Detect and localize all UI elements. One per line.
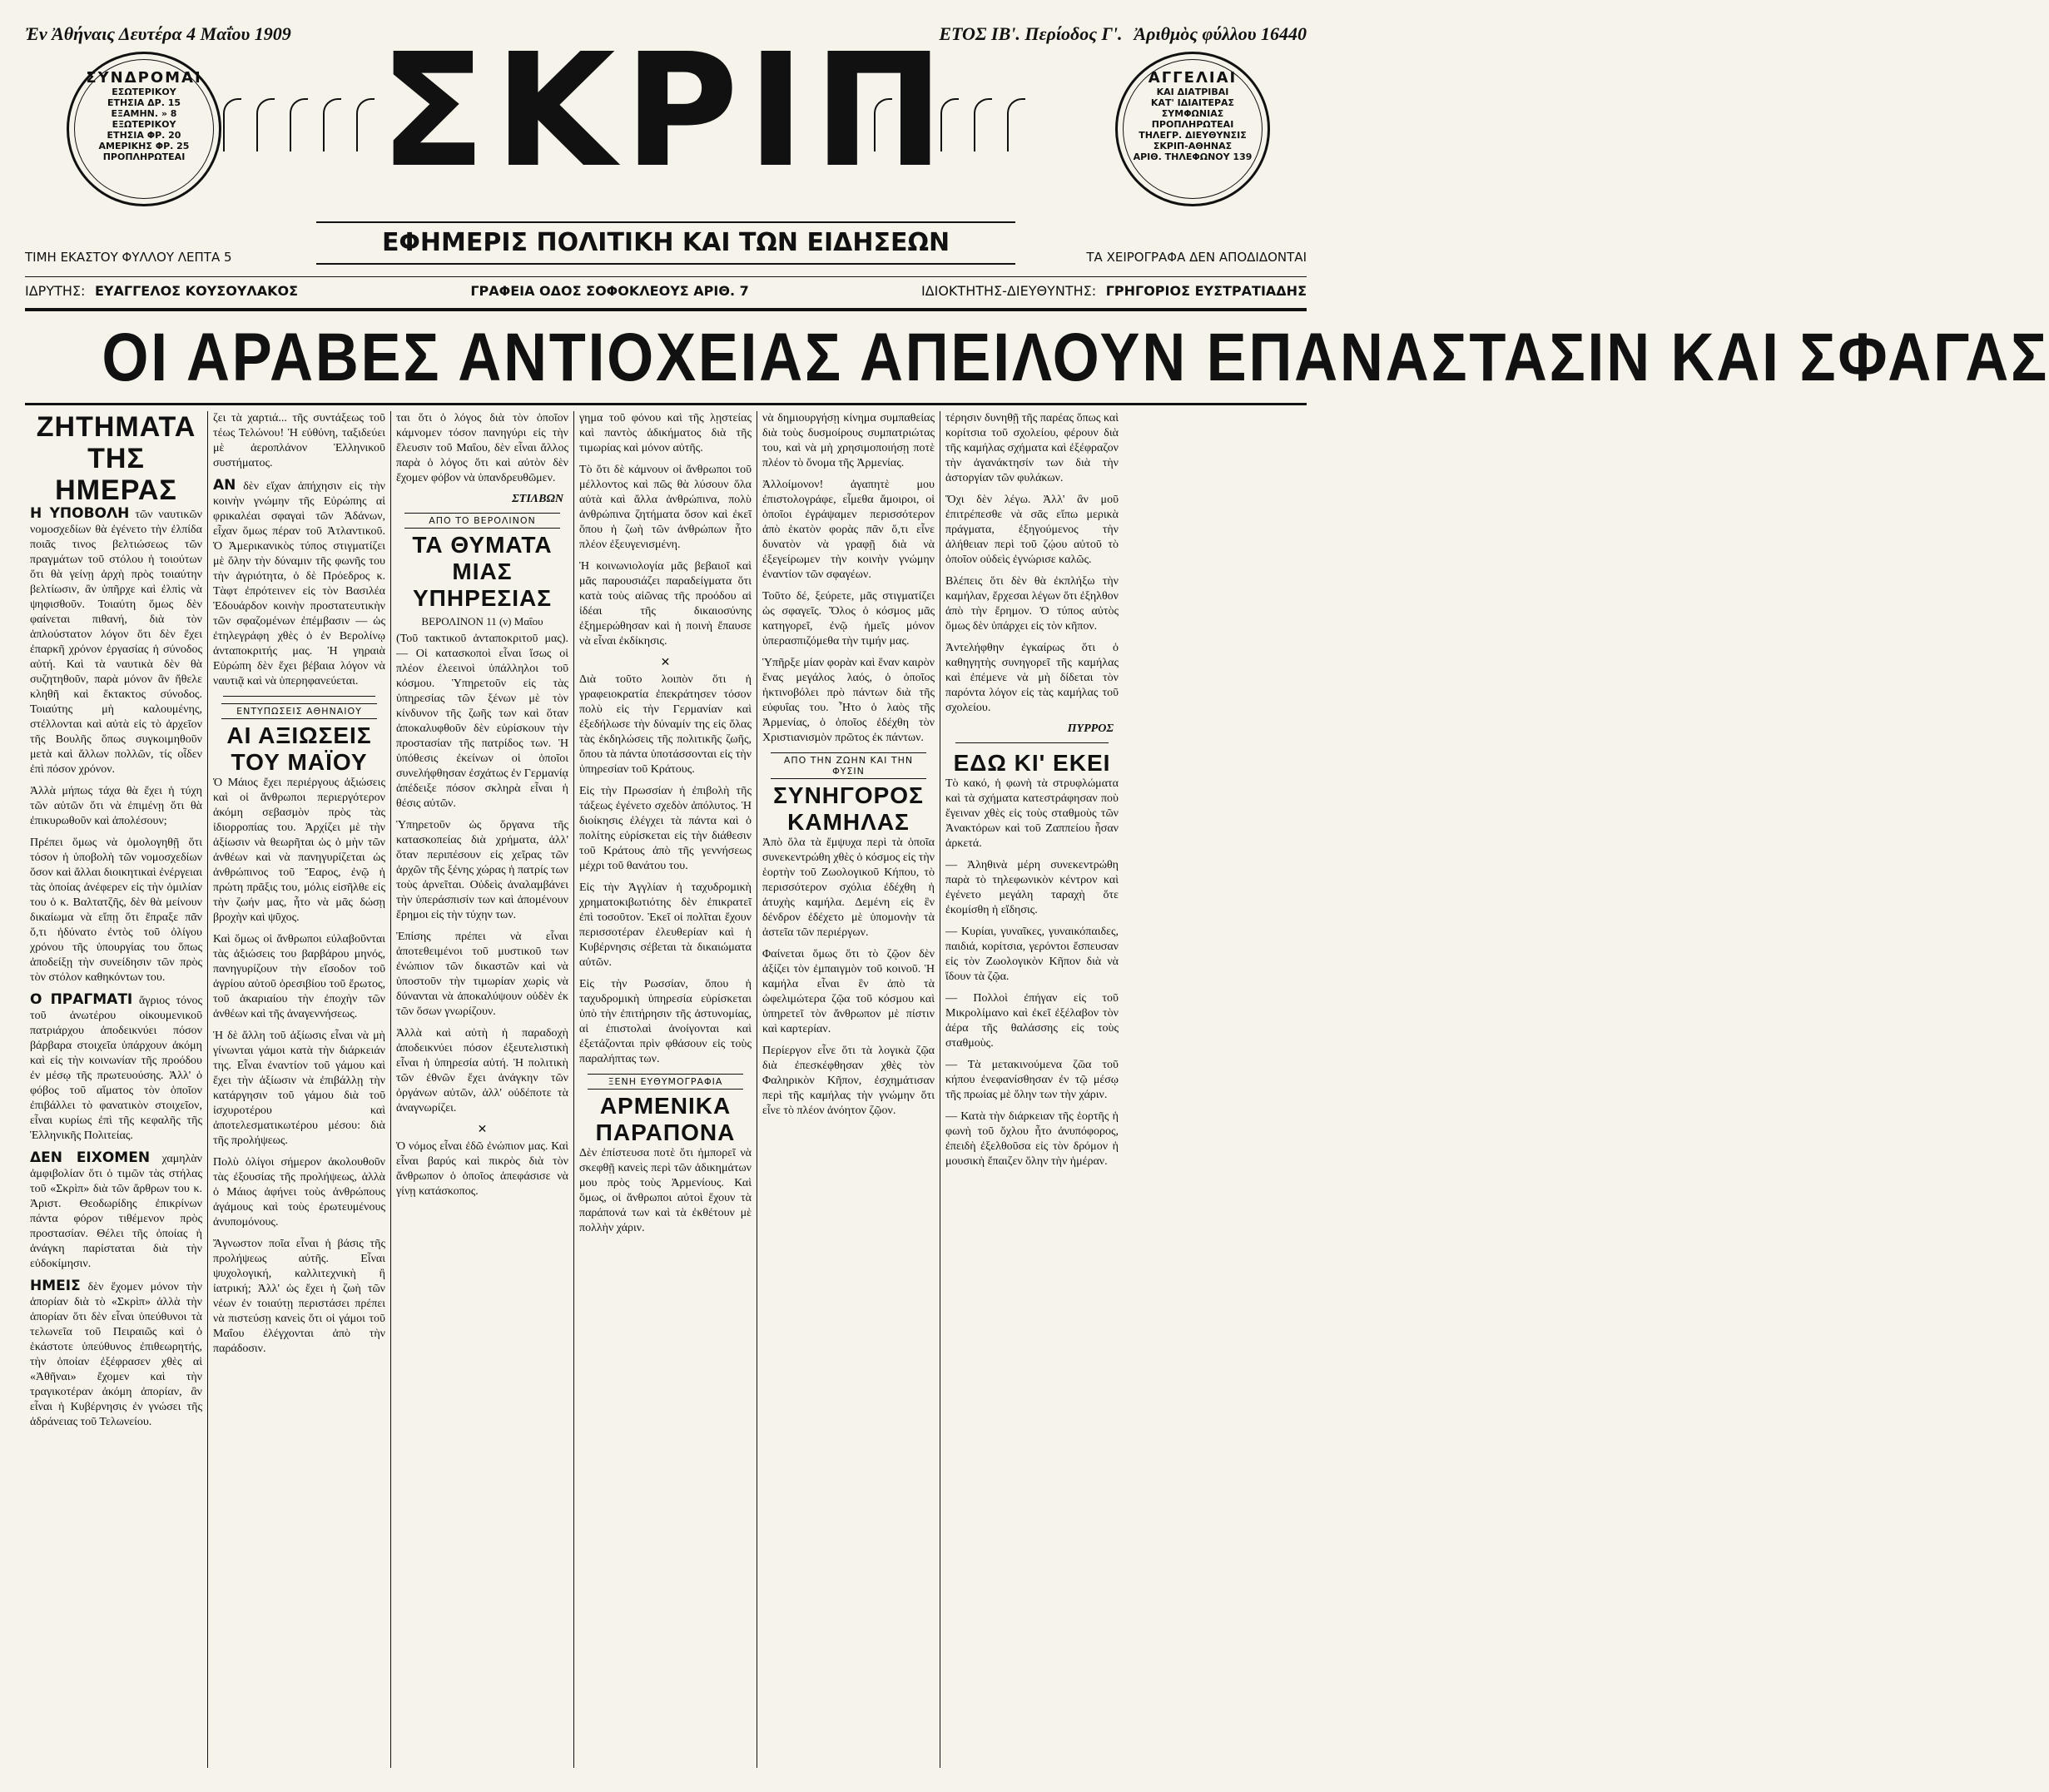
paragraph xyxy=(213,478,385,689)
subscriptions-line: ΠΡΟΠΛΗΡΩΤΕΑΙ xyxy=(102,151,186,162)
subscriptions-line: ΕΤΗΣΙΑ ΔΡ. 15 xyxy=(107,97,181,108)
owner-name: ΓΡΗΓΟΡΙΟΣ ΕΥΣΤΡΑΤΙΑΔΗΣ xyxy=(1105,283,1307,299)
paragraph: Ἡ κοινωνιολογία μᾶς βεβαιοῖ καὶ μᾶς παρουσιάζει παραδείγματα ὅτι κατὰ τοὺς αἰῶνας τῆς προόδου αἱ ἰδέαι τῆς δικαιοσύνης ἐξημερώθησαν καὶ ἡ ποινὴ ἔπαυσε νὰ εἶναι ἐκδίκησις. xyxy=(579,560,752,648)
paragraph: — Τὰ μετακινούμενα ζῶα τοῦ κήπου ἐνεφανίσθησαν ἐν τῷ μέσῳ τῆς πρωίας μὲ ὅλην των τὴν χάριν. xyxy=(945,1059,1119,1101)
paragraph: ζει τὰ χαρτιά... τῆς συντάξεως τοῦ τέως Τελώνου! Ἡ εὐθύνη, ταξιδεύει μὲ ἀεροπλάνον Ἑλληνικοῦ συστήματος. xyxy=(213,412,385,469)
lead-words: Η ΥΠΟΒΟΛΗ xyxy=(30,505,130,522)
paragraph: Ὑπῆρξε μίαν φορὰν καὶ ἕναν καιρὸν ἕνας μεγάλος λαός, ὁ ὁποῖος ἠκτινοβόλει πρὸ πάντων διὰ τῆς εὐφυΐας του. Ἦτο ὁ λαὸς τῆς Ἀρμενίας, ὁ ὁποῖος ἐδέχθη τὸν Χριστιανισμὸν πρῶτος ἐκ πάντων. xyxy=(762,657,935,744)
paragraph: Ἀλλοίμονον! ἀγαπητὲ μου ἐπιστολογράφε, εἶμεθα ἄμοιροι, οἱ ὁποῖοι ἐγράψαμεν περισσότερον ἀπὸ ἑκατὸν φορὰς πᾶν ὅ,τι εἶνε δυνατὸν νὰ γραφῇ διὰ νὰ ἐξεγείρωμεν τὴν κοινὴν γνώμην ἐναντίον τῶν σφαγέων. xyxy=(762,479,935,581)
paragraph: Ἀλλὰ καὶ αὐτὴ ἡ παραδοχὴ ἀποδεικνύει πόσον ἐξευτελιστικὴ εἶναι ἡ ὑπηρεσία αὐτή. Ἡ πολιτικὴ τῶν ἐθνῶν ἔχει ἀνάγκην τῶν ὀργάνων αὐτῶν, ἀλλ' οὐδέποτε τὰ ἀναγνωρίζει. xyxy=(396,1027,568,1114)
paragraph: Εἰς τὴν Ἀγγλίαν ἡ ταχυδρομικὴ χρηματοκιβωτιότης δὲν ἐπικρατεῖ ἐπὶ τοσοῦτον. Ἐκεῖ οἱ πολῖται ἔχουν περισσοτέραν ἐλευθερίαν καὶ ἡ Κυβέρνησις σέβεται τὰ δικαιώματα αὐτῶν. xyxy=(579,881,752,969)
paragraph: Ὑπηρετοῦν ὡς ὄργανα τῆς κατασκοπείας διὰ χρήματα, ἀλλ' ὅταν περιπέσουν εἰς χεῖρας τῶν ἀρχῶν τῆς ξένης χώρας ἡ πατρίς των τοὺς ἀρνεῖται. Οὐδεὶς ἀναλαμβάνει τὴν ὑπεράσπισίν των καὶ ἀπομένουν ἔρημοι εἰς τὴν τύχην των. xyxy=(396,819,568,921)
article-title: ΑΡΜΕΝΙΚΑ ΠΑΡΑΠΟΝΑ xyxy=(595,1093,736,1145)
article-kicker: ΑΠΟ ΤΟ ΒΕΡΟΛΙΝΟΝ xyxy=(404,513,560,529)
divider xyxy=(25,308,1307,311)
issue-number: Ἀριθμὸς φύλλου 16440 xyxy=(1134,23,1307,44)
author-signature: ΠΥΡΡΟΣ xyxy=(1067,722,1114,735)
ads-title: ΑΓΓΕΛΙΑΙ xyxy=(1148,69,1238,87)
paragraph: Τὸ ὅτι δὲ κάμνουν οἱ ἄνθρωποι τοῦ μέλλοντος καὶ πῶς θὰ λύσουν ὅλα αὐτὰ καὶ ἄλλα ἀνθρώπινα, πολὺ ἀνθρώπινα ζητήματα ὅσον καὶ ἐκεῖ ὅπου ἡ ζωὴ τῶν ἀνθρώπων ἦτο πλέον ἐξευγενισμένη. xyxy=(579,464,752,551)
dateline: ΒΕΡΟΛΙΝΟΝ 11 (ν) Μαΐου xyxy=(421,615,543,628)
paragraph: Ἄγνωστον ποῖα εἶναι ἡ βάσις τῆς προλήψεως αὐτῆς. Εἶναι ψυχολογική, καλλιτεχνικὴ ἢ ἰατρική; Ἀλλ' ὡς ἔχει ἡ ζωὴ τῶν νέων ἐν τοιαύτῃ περιστάσει πρέπει νὰ πιστεύσῃ κανεὶς ὅτι οἱ γάμοι τοῦ Μαΐου ἐλέγχονται ἀπὸ τὴν παράδοσιν. xyxy=(213,1238,385,1355)
ads-line: ΚΑΙ ΔΙΑΤΡΙΒΑΙ xyxy=(1156,87,1229,97)
paragraph: (Τοῦ τακτικοῦ ἀνταποκριτοῦ μας). — Οἱ κατασκοποὶ εἶναι ἴσως οἱ πλέον ἐλεεινοὶ ὑπάλληλοι τοῦ κόσμου. Ὑπηρετοῦν εἰς τὰς ὑπηρεσίας τῶν ξένων μὲ τὸν κίνδυνον τῆς ζωῆς των καὶ ὅταν ἀποκαλυφθοῦν δὲν εὑρίσκουν τὴν προστασίαν τῆς πατρίδος των. Ἡ ὑπόθεσις ἐκείνων οἱ ὁποῖοι συνελήφθησαν ἐσχάτως ἐν Γερμανίᾳ ἀπέδειξε πόσον σκληρὰ εἶναι ἡ θέσις αὐτῶν. xyxy=(396,633,568,810)
subscriptions-line: ΑΜΕΡΙΚΗΣ ΦΡ. 25 xyxy=(98,141,190,151)
article-kicker: ΞΕΝΗ ΕΥΘΥΜΟΓΡΑΦΙΑ xyxy=(588,1074,743,1090)
divider xyxy=(223,696,375,697)
article-title: ΣΥΝΗΓΟΡΟΣ ΚΑΜΗΛΑΣ xyxy=(773,782,924,835)
paragraph: — Ἀληθινὰ μέρη συνεκεντρώθη παρὰ τὸ τηλεφωνικὸν κέντρον καὶ ἐγένετο μεγάλη ταραχὴ ὅτε ἐκομίσθη ἡ εἴδησις. xyxy=(945,859,1119,916)
ads-line: ΣΥΜΦΩΝΙΑΣ xyxy=(1161,108,1224,119)
article-title: ΑΙ ΑΞΙΩΣΕΙΣ ΤΟΥ ΜΑΪΟΥ xyxy=(226,722,372,775)
divider xyxy=(25,276,1307,277)
ads-line: ΑΡΙΘ. ΤΗΛΕΦΩΝΟΥ 139 xyxy=(1133,151,1253,162)
year-line: ΕΤΟΣ ΙΒ'. Περίοδος Γ'. xyxy=(939,23,1123,44)
main-headline: ΟΙ ΑΡΑΒΕΣ ΑΝΤΙΟΧΕΙΑΣ ΑΠΕΙΛΟΥΝ ΕΠΑΝΑΣΤΑΣΙΝ ΚΑΙ ΣΦΑΓΑΣ xyxy=(102,320,2049,395)
paragraph: Περίεργον εἶνε ὅτι τὰ λογικὰ ζῷα διὰ ἐπεσκέφθησαν χθὲς τὸν Φαληρικὸν Κῆπον, ἐσχημάτισαν περὶ τῆς καμήλας τὴν γνώμην ὅτι εἶνε τὸ πλέον ἀνόητον ζῷον. xyxy=(762,1045,935,1117)
paragraph: Ὁ νόμος εἶναι ἐδῶ ἐνώπιον μας. Καὶ εἶναι βαρύς καὶ πικρὸς διὰ τὸν ἄνθρωπον ὁ ὁποῖος ἀπεφάσισε νὰ γίνῃ κατάσκοπος. xyxy=(396,1140,568,1198)
founder-label: ΙΔΡΥΤΗΣ: xyxy=(25,283,86,299)
column-6 xyxy=(940,411,1124,1768)
article-kicker: ΑΠΟ ΤΗΝ ΖΩΗΝ ΚΑΙ ΤΗΝ ΦΥΣΙΝ xyxy=(771,752,926,779)
paragraph-text: δὲν εἴχαν ἀπήχησιν εἰς τὴν κοινὴν γνώμην τῆς Εὐρώπης αἱ φρικαλέαι σφαγαὶ τῶν Ἀδάνων, εἶχαν ὅμως πέραν τοῦ Ἀτλαντικοῦ. Ὁ Ἀμερικανικὸς τύπος στιγματίζει μὲ ὅλην τὴν δύναμιν τῆς φωνῆς του τὴν ἀγριότητα, ὁ δὲ Πρόεδρος κ. Τὰφτ ἐπρότεινεν εἰς τὸν Βασιλέα Ἐδουάρδον κοινὴν προστατευτικὴν τῶν σφαζομένων ἐπέμβασιν — ὡς ἐτηλεγράφη χθὲς ὁ ἐν Βερολίνῳ ἀνταποκριτής μας. Ἡ γηραιὰ Εὐρώπη δὲν ἔχει βέβαια λόγον νὰ ναυτιᾷ καὶ νὰ ὑπερηφανεύεται. xyxy=(213,480,385,688)
paragraph xyxy=(30,1278,202,1430)
article-columns xyxy=(25,411,1307,1768)
owner-label: ΙΔΙΟΚΤΗΤΗΣ-ΔΙΕΥΘΥΝΤΗΣ: xyxy=(920,283,1097,299)
founder-block xyxy=(25,283,298,299)
newspaper-title: ΣΚΡΙΠ xyxy=(379,20,953,202)
separator-x-icon: ✕ xyxy=(660,656,671,669)
manuscripts-line: ΤΑ ΧΕΙΡΟΓΡΑΦΑ ΔΕΝ ΑΠΟΔΙΔΟΝΤΑΙ xyxy=(1086,250,1307,265)
paragraph xyxy=(30,992,202,1144)
paragraph: γημα τοῦ φόνου καὶ τῆς λῃστείας καὶ παντὸς ἀδικήματος διὰ τῆς τιμωρίας καὶ μόνον αὐτῆς. xyxy=(579,412,752,454)
ads-line: ΤΗΛΕΓΡ. ΔΙΕΥΘΥΝΣΙΣ xyxy=(1139,130,1247,141)
lead-words: ΗΜΕΙΣ xyxy=(30,1278,81,1294)
lead-words: ΔΕΝ ΕΙΧΟΜΕΝ xyxy=(30,1149,151,1166)
paragraph: Ἡ δὲ ἄλλη τοῦ ἀξίωσις εἶναι νὰ μὴ γίνωνται γάμοι κατὰ τὴν διάρκειάν της. Εἶναι ἐναντίον τοῦ γάμου καὶ ἔχει τὴν ἀξίωσιν νὰ ἐπιβάλλῃ τὴν κατάργησιν τοῦ γάμου διὰ τοῦ ἰσχυροτέρου καὶ ἀποτελεσματικωτέρου μέσου: διὰ τῆς προλήψεως. xyxy=(213,1030,385,1147)
paragraph-text: ἄγριος τόνος τοῦ ἀνωτέρου οἰκουμενικοῦ πατριάρχου ἀποδεικνύει πόσον βάρβαρα στοιχεῖα ὑπάρχουν ἀκόμη καὶ εἰς τὴν κοινωνίαν τῆς προόδου ἐν μέσῳ τῆς πρωτευούσης. Ἀλλ' ὁ φόβος τοῦ αἵματος τὸν ὁποῖον ἐπιβάλλει τὸ φανατικὸν στοιχεῖον, εἶναι κυρίως ἐπὶ τῆς κεφαλῆς τῆς Ἑλληνικῆς Πολιτείας. xyxy=(30,995,202,1142)
offices-address: ΓΡΑΦΕΙΑ ΟΔΟΣ ΣΟΦΟΚΛΕΟΥΣ ΑΡΙΘ. 7 xyxy=(470,283,749,299)
divider xyxy=(955,742,1109,743)
paragraph-text: δὲν ἔχομεν μόνον τὴν ἀπορίαν διὰ τὸ «Σκρὶπ» ἀλλὰ τὴν ἀπορίαν ὅτι δὲν εἶναι ὑπεύθυνοι τὰ τελωνεῖα τοῦ Πειραιῶς καὶ ὁ ἑκάστοτε ὑπεύθυνος ἐπιθεωρητής, τὴν ὁποίαν ἐξέφρασεν χθὲς αἱ «Ἀθῆναι» ἔχομεν καὶ τὴν τραγικοτέραν ἀκόμη ἀπορίαν, ἂν εἶναι ἡ Κυβέρνησις ἐν γνώσει τῆς ἀδράνειας τοῦ Τελωνείου. xyxy=(30,1281,203,1428)
section-title: ΤΗΣ ΗΜΕΡΑΣ xyxy=(55,443,177,506)
column-2 xyxy=(208,411,391,1768)
column-5 xyxy=(757,411,940,1768)
paragraph: Τὸ κακό, ἡ φωνὴ τὰ στρυφλώματα καὶ τὰ σχήματα κατεστράφησαν ποὺ ἔγειναν χθὲς εἰς τοὺς σταθμοὺς τῶν Ἀνακτόρων καὶ τοῦ Ζαππείου ἦσαν ἀρκετά. xyxy=(945,777,1119,850)
staff-line xyxy=(25,283,1307,299)
ads-line: ΚΑΤ' ΙΔΙΑΙΤΕΡΑΣ xyxy=(1150,97,1235,108)
paragraph: Καὶ ὅμως οἱ ἄνθρωποι εὐλαβοῦνται τὰς ἀξιώσεις του βαρβάρου μηνός, πανηγυρίζουν τὴν εἴσοδον τοῦ ἀγρίου αὐτοῦ ὁρεσιβίου τοῦ ἔρωτος, τοῦ ἀκαριαίου τὴν ἐποχὴν τῶν ἀνθέων καὶ τῆς ἀναγεννήσεως. xyxy=(213,933,385,1020)
article-title: ΤΑ ΘΥΜΑΤΑ xyxy=(412,532,553,558)
paragraph xyxy=(30,1150,202,1272)
paragraph: Εἰς τὴν Ρωσσίαν, ὅπου ἡ ταχυδρομικὴ ὑπηρεσία εὑρίσκεται ὑπὸ τὴν ἐπιτήρησιν τῆς ἀστυνομίας, αἱ ἐπιστολαὶ ἀνοίγονται καὶ ἐξετάζονται πρὶν φθάσουν εἰς τοὺς παραλήπτας των. xyxy=(579,978,752,1065)
paragraph: — Κατὰ τὴν διάρκειαν τῆς ἑορτῆς ἡ φωνὴ τοῦ ὄχλου ἦτο ἀνυπόφορος, ἐπειδὴ ἐξελθοῦσα εἰς τὸν δρόμον ἡ μουσικὴ ἔπαιζεν ὅλην τὴν ἡμέραν. xyxy=(945,1110,1119,1168)
paragraph: Δὲν ἐπίστευσα ποτὲ ὅτι ἠμπορεῖ νὰ σκεφθῇ κανεὶς περὶ τῶν ἀδικημάτων μου πρὸς τοὺς Ἀρμενίους. Καὶ ὅμως, οἱ ἄνθρωποι αὐτοὶ ἔχουν τὰ παράπονά των καὶ τὰ ἐκθέτουν μὲ πολλὴν χάριν. xyxy=(579,1147,752,1234)
paragraph: τέρησιν δυνηθῇ τῆς παρέας ὅπως καὶ κορίτσια τοῦ σχολείου, φέρουν διὰ τῆς καμήλας σχήματα καὶ ἐξέφραζον τὴν ἀγανάκτησίν των διὰ τὴν ἀστοργίαν τῶν φυλάκων. xyxy=(945,412,1119,484)
paragraph xyxy=(30,506,202,777)
owner-block xyxy=(921,283,1307,299)
subscriptions-line: ΕΞΑΜΗΝ. » 8 xyxy=(111,108,177,119)
newspaper-subtitle: ΕΦΗΜΕΡΙΣ ΠΟΛΙΤΙΚΗ ΚΑΙ ΤΩΝ ΕΙΔΗΣΕΩΝ xyxy=(316,221,1015,265)
column-3 xyxy=(391,411,574,1768)
paragraph: ται ὅτι ὁ λόγος διὰ τὸν ὁποῖον κάμνομεν τόσον πανηγύρι εἰς τὴν ἔλευσιν τοῦ Μαΐου, δὲν εἶναι ἄλλος παρὰ ὁ λόγος ὅτι καὶ αὐτὸν δὲν ἔχομεν φόβον νὰ ὑπανδρευθῶμεν. xyxy=(396,412,568,484)
paragraph: Ἀλλὰ μήπως τάχα θὰ ἔχει ἡ τύχη τῶν αὐτῶν ὅτι νὰ ἐπιμένῃ ὅτι θὰ ἐπικυρωθοῦν καὶ ἀπολέσουν; xyxy=(30,785,202,827)
header-notes xyxy=(25,250,1307,265)
separator-x-icon: ✕ xyxy=(477,1123,488,1136)
subscriptions-line: ΕΞΩΤΕΡΙΚΟΥ xyxy=(112,119,176,130)
paragraph: Ὁ Μάιος ἔχει περιέργους ἀξιώσεις καὶ οἱ ἄνθρωποι περιεργότερον ἀκόμη σεβασμὸν πρὸς τὰς ἰδιορροπίας του. Ἀρχίζει μὲ τὴν ἀξίωσιν νὰ θεωρῆται ὡς ὁ μὴν τῶν ἀνθέων καὶ νὰ πανηγυρίζεται ὡς ἀνθρώπινος τοῦ Ἔαρος, ἐνῷ ἡ πρώτη πρᾶξις του, μόλις εἰσῆλθε εἰς τὴν ζωήν μας, ἦτο νὰ μᾶς δώσῃ βροχὴν καὶ ψῦχος. xyxy=(213,777,385,924)
paragraph: — Κυρίαι, γυναῖκες, γυναικόπαιδες, παιδιά, κορίτσια, γερόντοι ἔσπευσαν εἰς τὸν Ζωολογικὸν Κῆπον διὰ νὰ ἴδουν τὰ ζῷα. xyxy=(945,926,1119,983)
paragraph: Πολὺ ὀλίγοι σήμερον ἀκολουθοῦν τὰς ἐξουσίας τῆς προλήψεως, ἀλλὰ ὁ Μάιος ἀφήνει τοὺς ἀνθρώπους ἀγάμους καὶ τοὺς ἐρωτευμένους ἀνυπομόνους. xyxy=(213,1156,385,1229)
subscriptions-line: ΕΣΩΤΕΡΙΚΟΥ xyxy=(112,87,176,97)
subscriptions-title: ΣΥΝΔΡΟΜΑΙ xyxy=(86,69,202,87)
subscriptions-line: ΕΤΗΣΙΑ ΦΡ. 20 xyxy=(107,130,181,141)
divider xyxy=(25,403,1307,405)
paragraph: Διὰ τοῦτο λοιπὸν ὅτι ἡ γραφειοκρατία ἐπεκράτησεν τόσον πολὺ εἰς τὴν Γερμανίαν καὶ ἐξεδήλωσε τὴν δύναμίν της εἰς ὅλας τὰς ἐκδηλώσεις τῆς πολιτικῆς ζωῆς, ὅπου τὰ πάντα ὑποτάσσονται εἰς τὴν ὑπηρεσίαν τοῦ Κράτους. xyxy=(579,673,752,776)
author-signature: ΣΤΙΛΒΩΝ xyxy=(512,493,563,505)
paragraph: — Πολλοὶ ἐπήγαν εἰς τοῦ Μικρολίμανο καὶ ἐκεῖ ἐξέλαβον τὸν ἀέρα τῆς θαλάσσης εἰς τοὺς σταθμοὺς. xyxy=(945,992,1119,1050)
paragraph-text: χαμηλὰν ἀμφιβολίαν ὅτι ὁ τιμῶν τὰς στήλας τοῦ «Σκρὶπ» διὰ τῶν ἄρθρων του κ. Ἀριστ. Θεοδωρίδης ἐπικρίνων πάντα φόρον τιθέμενον πρὸς προστασίαν. Θέλει τῆς ὁποίας ἡ ἀνάγκη παρίσταται διὰ τὴν εὐδοκίμησιν. xyxy=(30,1153,203,1270)
lead-words: ΑΝ xyxy=(213,477,236,494)
paragraph: Εἰς τὴν Πρωσσίαν ἡ ἐπιβολὴ τῆς τάξεως ἐγένετο σχεδὸν ἀπόλυτος. Ἡ διοίκησις ἐλέγχει τὰ πάντα καὶ ὁ πολίτης εὑρίσκεται εἰς τὴν διάθεσιν τοῦ Κράτους ἀπὸ τῆς γεννήσεως μέχρι τοῦ θανάτου του. xyxy=(579,785,752,872)
paragraph: Πρέπει ὅμως νὰ ὁμολογηθῇ ὅτι τόσον ἡ ὑποβολὴ τῶν νομοσχεδίων ὅσον καὶ ἄλλαι διοικητικαὶ ἐνέργειαι τὰς ὁποίας ἀνέφερεν εἰς τὴν ὁμιλίαν του ὁ κ. Βαλτατζῆς, δὲν θὰ μείνουν δικαίωμα νὰ εἴπῃ ὅτι ἔπραξε πᾶν ὅ,τι ἠδύνατο ἐντὸς τοῦ ὀλίγου χρόνου τῆς ὑπουργίας του ὅπως ἀποδείξῃ τὴν συνείδησιν τῶν πρὸς τὸν στόλον καθηκόντων του. xyxy=(30,836,202,984)
ads-line: ΠΡΟΠΛΗΡΩΤΕΑΙ xyxy=(1151,119,1234,130)
section-title: ΖΗΤΗΜΑΤΑ xyxy=(36,411,196,443)
column-4 xyxy=(574,411,757,1768)
ads-line: ΣΚΡΙΠ-ΑΘΗΝΑΣ xyxy=(1153,141,1233,151)
paragraph: Τοῦτο δέ, ξεύρετε, μᾶς στιγματίζει ὡς σφαγεῖς. Ὅλος ὁ κόσμος μᾶς κατηγορεῖ, ἐνῷ ἡμεῖς μόνον ὑπερασπιζόμεθα τὴν τιμήν μας. xyxy=(762,590,935,648)
paragraph: Ἀντελήφθην ἐγκαίρως ὅτι ὁ καθηγητὴς συνηγορεῖ τῆς καμήλας καὶ ἐπέμενε νὰ μὴ δίδεται τὸν παρόντα λόγον εἰς τὰς καμήλας τοῦ σχολείου. xyxy=(945,642,1119,714)
date-line: Ἐν Ἀθήναις Δευτέρα 4 Μαΐου 1909 xyxy=(25,23,291,44)
paragraph: Ἐπίσης πρέπει νὰ εἶναι ἀποτεθειμένοι τοῦ μυστικοῦ των ἐνώπιον τῶν δικαστῶν καὶ νὰ ὑποστοῦν τὴν τιμωρίαν χωρὶς νὰ δύνανται νὰ ἀποκαλύψουν οὐδὲν ἐκ τῶν ὅσων γνωρίζουν. xyxy=(396,931,568,1018)
article-title: ΜΙΑΣ ΥΠΗΡΕΣΙΑΣ xyxy=(412,558,553,611)
column-1 xyxy=(25,411,208,1768)
founder-name: ΕΥΑΓΓΕΛΟΣ ΚΟΥΣΟΥΛΑΚΟΣ xyxy=(94,283,299,299)
paragraph: Φαίνεται ὅμως ὅτι τὸ ζῷον δὲν ἀξίζει τὸν ἐμπαιγμὸν τοῦ κοινοῦ. Ἡ καμήλα εἶναι ἓν ἀπὸ τὰ ὠφελιμώτερα ζῷα τοῦ κόσμου καὶ ὑπηρετεῖ τὸν ἄνθρωπον μὲ πίστιν καὶ καρτερίαν. xyxy=(762,948,935,1035)
paragraph: νὰ δημιουργήσῃ κίνημα συμπαθείας διὰ τοὺς δυσμοίρους συμπατριώτας του, καὶ νὰ μὴ χρησιμοποιήσῃ ποτὲ πλέον τὸ ὄνομα τῆς Ἀρμενίας. xyxy=(762,412,935,469)
article-kicker: ΕΝΤΥΠΩΣΕΙΣ ΑΘΗΝΑΙΟΥ xyxy=(221,703,377,719)
price-line: ΤΙΜΗ ΕΚΑΣΤΟΥ ΦΥΛΛΟΥ ΛΕΠΤΑ 5 xyxy=(25,250,232,265)
paragraph: Ἀπὸ ὅλα τὰ ἔμψυχα περὶ τὰ ὁποῖα συνεκεντρώθη χθὲς ὁ κόσμος εἰς τὴν ἑορτὴν τοῦ Ζωολογικοῦ Κήπου, τὸ περισσότερον σχόλια ἐδέχθη ἡ ἀτυχὴς καμήλα. Δεμένη εἰς ἓν δένδρον ἐδέχετο μὲ ὑπομονὴν τὰ ἀστεῖα τῶν περιέργων. xyxy=(762,836,935,939)
lead-words: Ο ΠΡΑΓΜΑΤΙ xyxy=(30,991,133,1008)
paragraph: Ὅχι δὲν λέγω. Ἀλλ' ἂν μοῦ ἐπιτρέπεσθε νὰ σᾶς εἴπω μερικὰ πράγματα, ἐξηγούμενος τὴν ἀλήθειαν περὶ τοῦ ζῴου αὐτοῦ τὸ ὁποῖον οὐδεὶς ἐγνώρισε καλῶς. xyxy=(945,494,1119,566)
article-title: ΕΔΩ ΚΙ' ΕΚΕΙ xyxy=(953,750,1111,776)
paragraph-text: τῶν ναυτικῶν νομοσχεδίων θὰ ἐγένετο τὴν ἐλπίδα ποιᾶς τινος βελτιώσεως τῶν πραγμάτων τοῦ στόλου ἡ τοιούτων ὅτι θὰ γείνῃ ἀρχὴ πρὸς τοιαύτην βελτίωσιν, ἂν ὑπῆρχε καὶ ἐλπὶς νὰ ψηφισθοῦν. Τοιαύτη ὅμως δὲν φαίνεται πιθανή, διὰ τὸν ἁπλούστατον λόγον ὅτι δὲν ἔχει ἐπαρκῆ χρόνον ἐργασίας ἡ σύνοδος αὐτή. Καὶ τὰ ναυτικὰ δὲν θὰ συζητηθοῦν, παρὰ μόνον ἂν ἤθελε κληθῆ καὶ ἔκτακτος σύνοδος. Τοιαύτης μὴ καλουμένης, στέλλονται καὶ αὐτὰ εἰς τὸ ἀρχεῖον τῆς Βουλῆς ὅπως συγκοιμηθοῦν μετὰ καὶ ἄλλων πολλῶν, τίς οἶδεν ἐπὶ πόσον χρόνον. xyxy=(30,509,203,776)
paragraph: Βλέπεις ὅτι δὲν θὰ ἐκπλήξω τὴν καμήλαν, ἔρχεσαι λέγων ὅτι ἐξηλθον ἀπὸ τὴν ἔρημον. Ὁ τύπος αὐτὸς ὅμως δὲν ὑπάρχει εἰς τὸν κῆπον. xyxy=(945,575,1119,633)
